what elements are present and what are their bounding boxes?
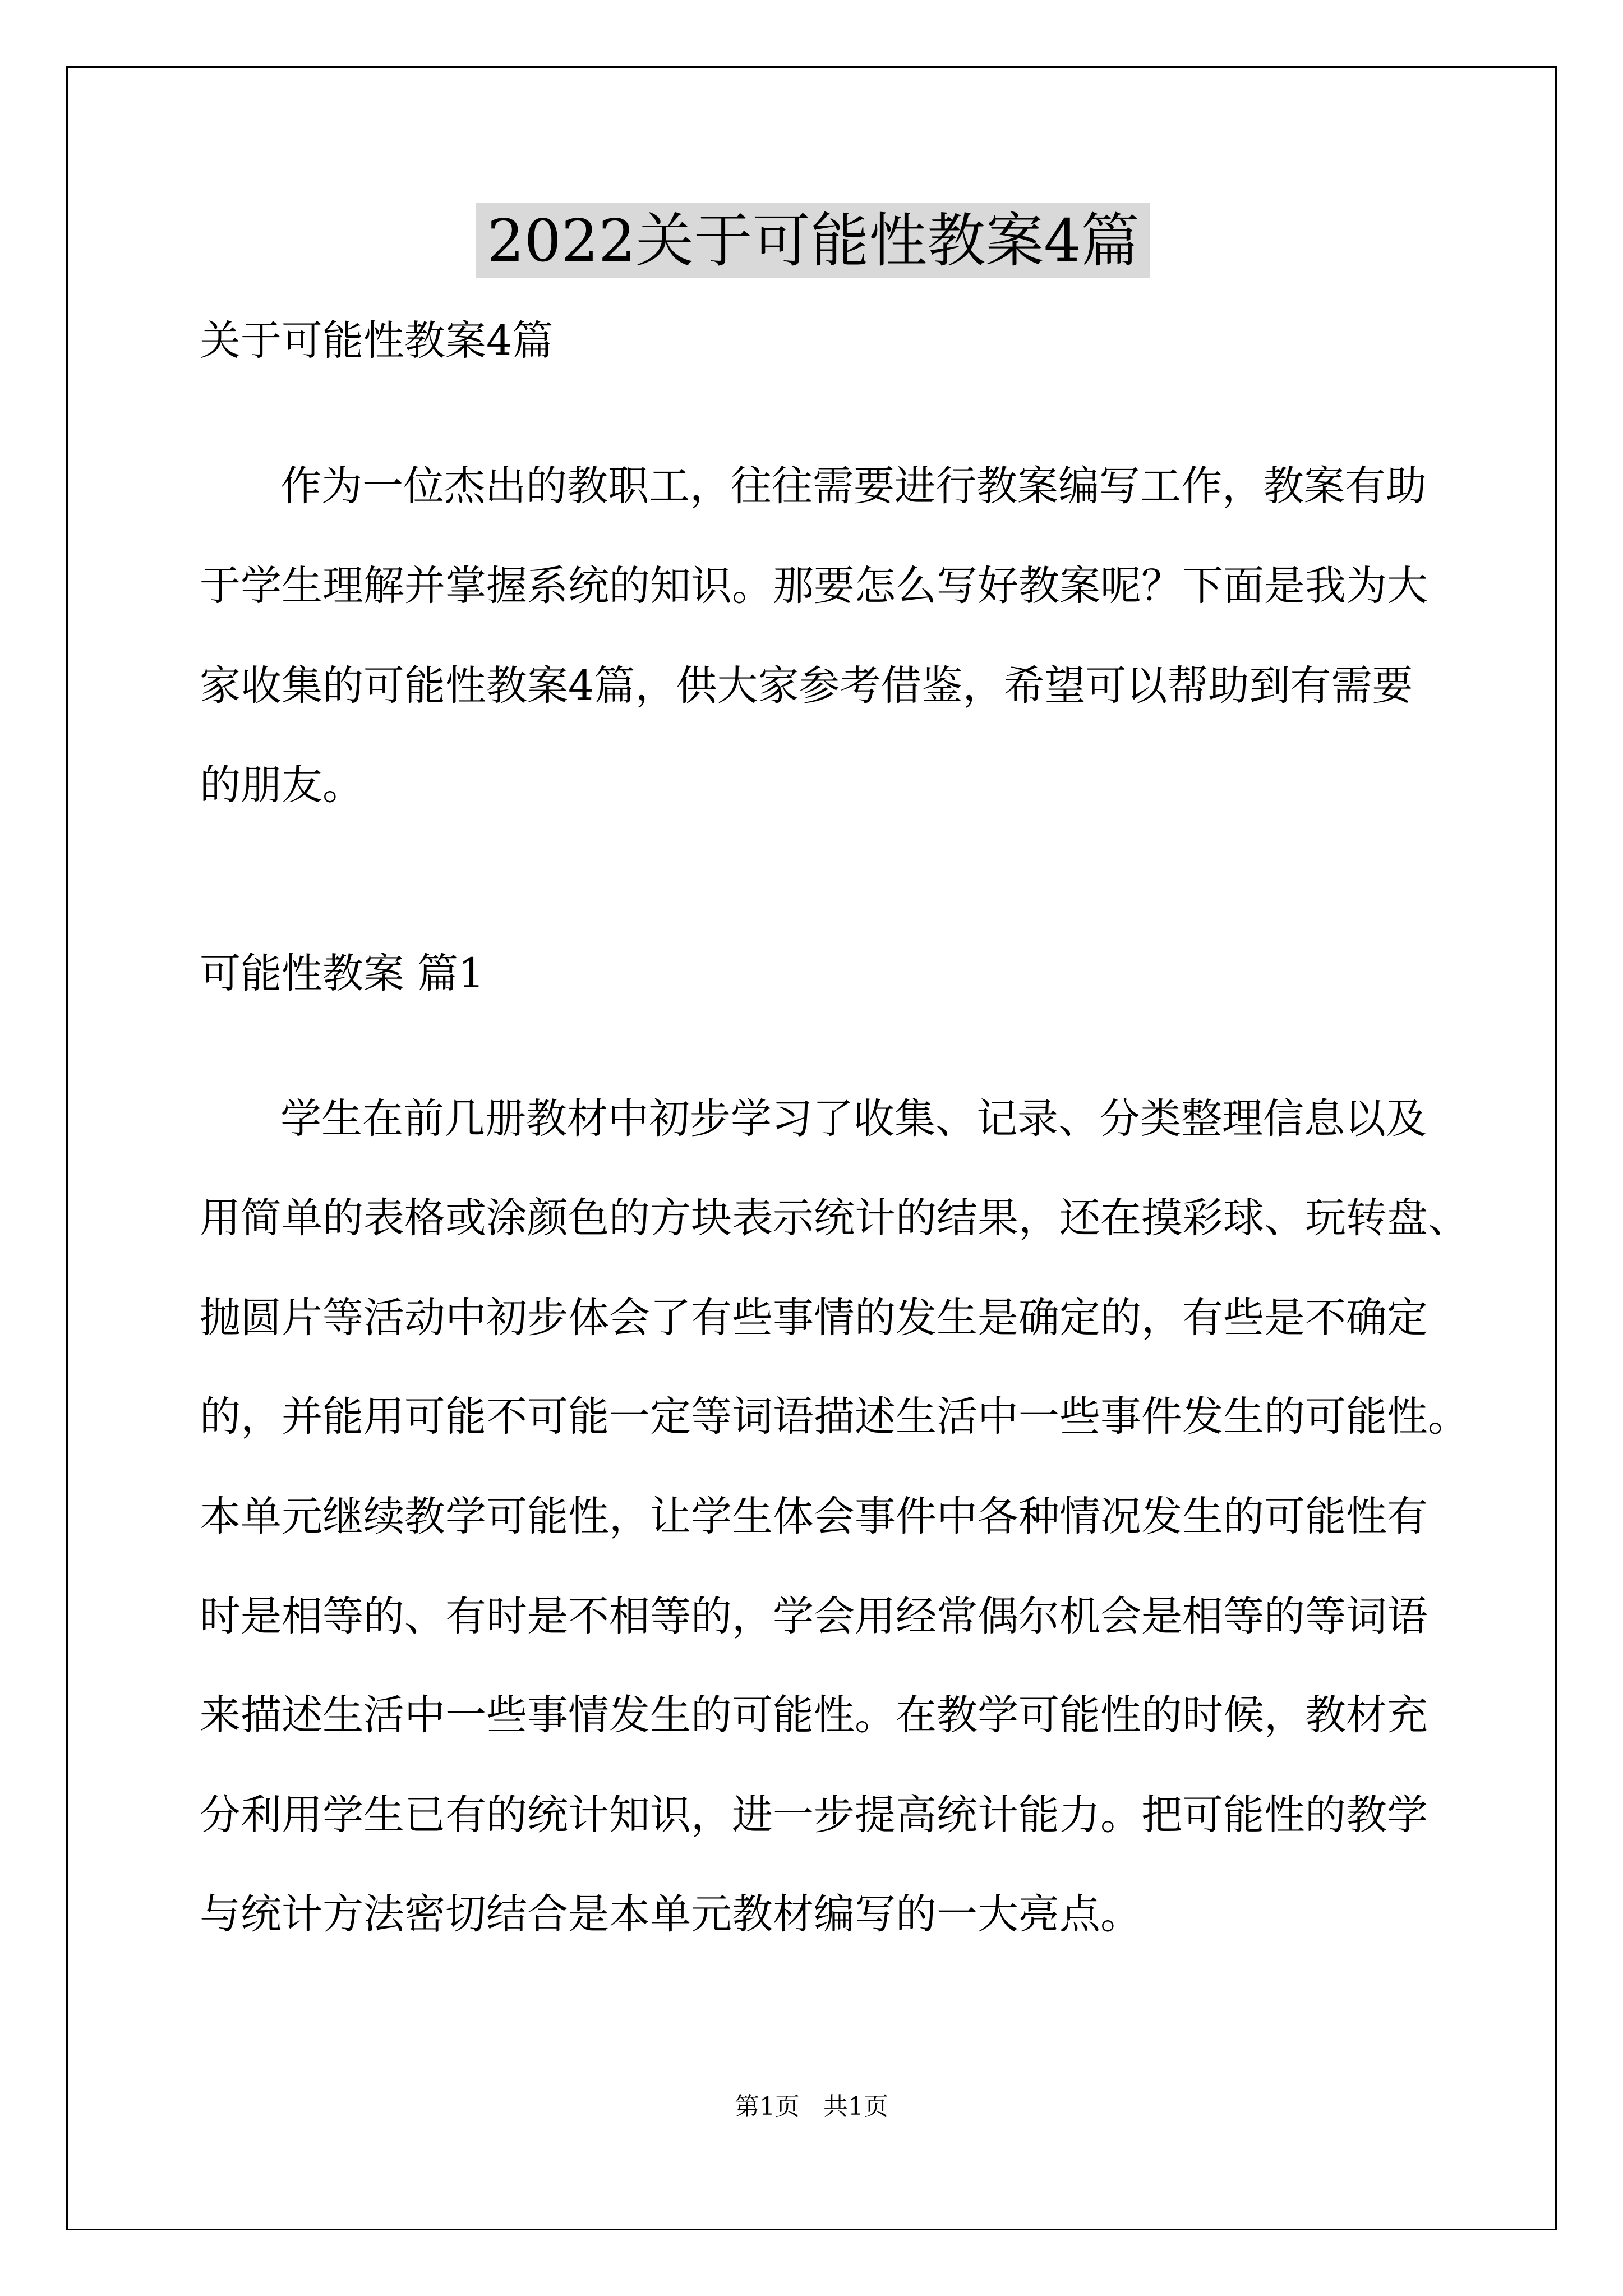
section-line-1: 学生在前几册教材中初步学习了收集、记录、分类整理信息以及: [280, 1095, 1427, 1143]
section-line-9: 与统计方法密切结合是本单元教材编写的一大亮点。: [200, 1890, 1141, 1938]
section-line-4: 的，并能用可能不可能一定等词语描述生活中一些事件发生的可能性。: [200, 1393, 1469, 1441]
document-subtitle: 关于可能性教案4篇: [200, 317, 554, 365]
section-line-5: 本单元继续教学可能性，让学生体会事件中各种情况发生的可能性有: [200, 1493, 1428, 1540]
document-title: 2022关于可能性教案4篇: [476, 203, 1150, 278]
section-line-8: 分利用学生已有的统计知识，进一步提高统计能力。把可能性的教学: [200, 1791, 1428, 1839]
intro-line-1: 作为一位杰出的教职工，往往需要进行教案编写工作，教案有助: [280, 462, 1427, 510]
section-heading: 可能性教案 篇1: [200, 950, 485, 997]
page-footer: 第1页 共1页: [735, 2092, 888, 2121]
section-line-3: 抛圆片等活动中初步体会了有些事情的发生是确定的，有些是不确定: [200, 1294, 1428, 1342]
intro-line-4: 的朋友。: [200, 761, 363, 809]
section-line-6: 时是相等的、有时是不相等的，学会用经常偶尔机会是相等的等词语: [200, 1593, 1428, 1640]
section-line-2: 用简单的表格或涂颜色的方块表示统计的结果，还在摸彩球、玩转盘、: [200, 1194, 1469, 1242]
section-line-7: 来描述生活中一些事情发生的可能性。在教学可能性的时候，教材充: [200, 1691, 1428, 1739]
intro-line-3: 家收集的可能性教案4篇，供大家参考借鉴，希望可以帮助到有需要: [200, 662, 1413, 710]
intro-line-2: 于学生理解并掌握系统的知识。那要怎么写好教案呢？下面是我为大: [200, 562, 1428, 610]
